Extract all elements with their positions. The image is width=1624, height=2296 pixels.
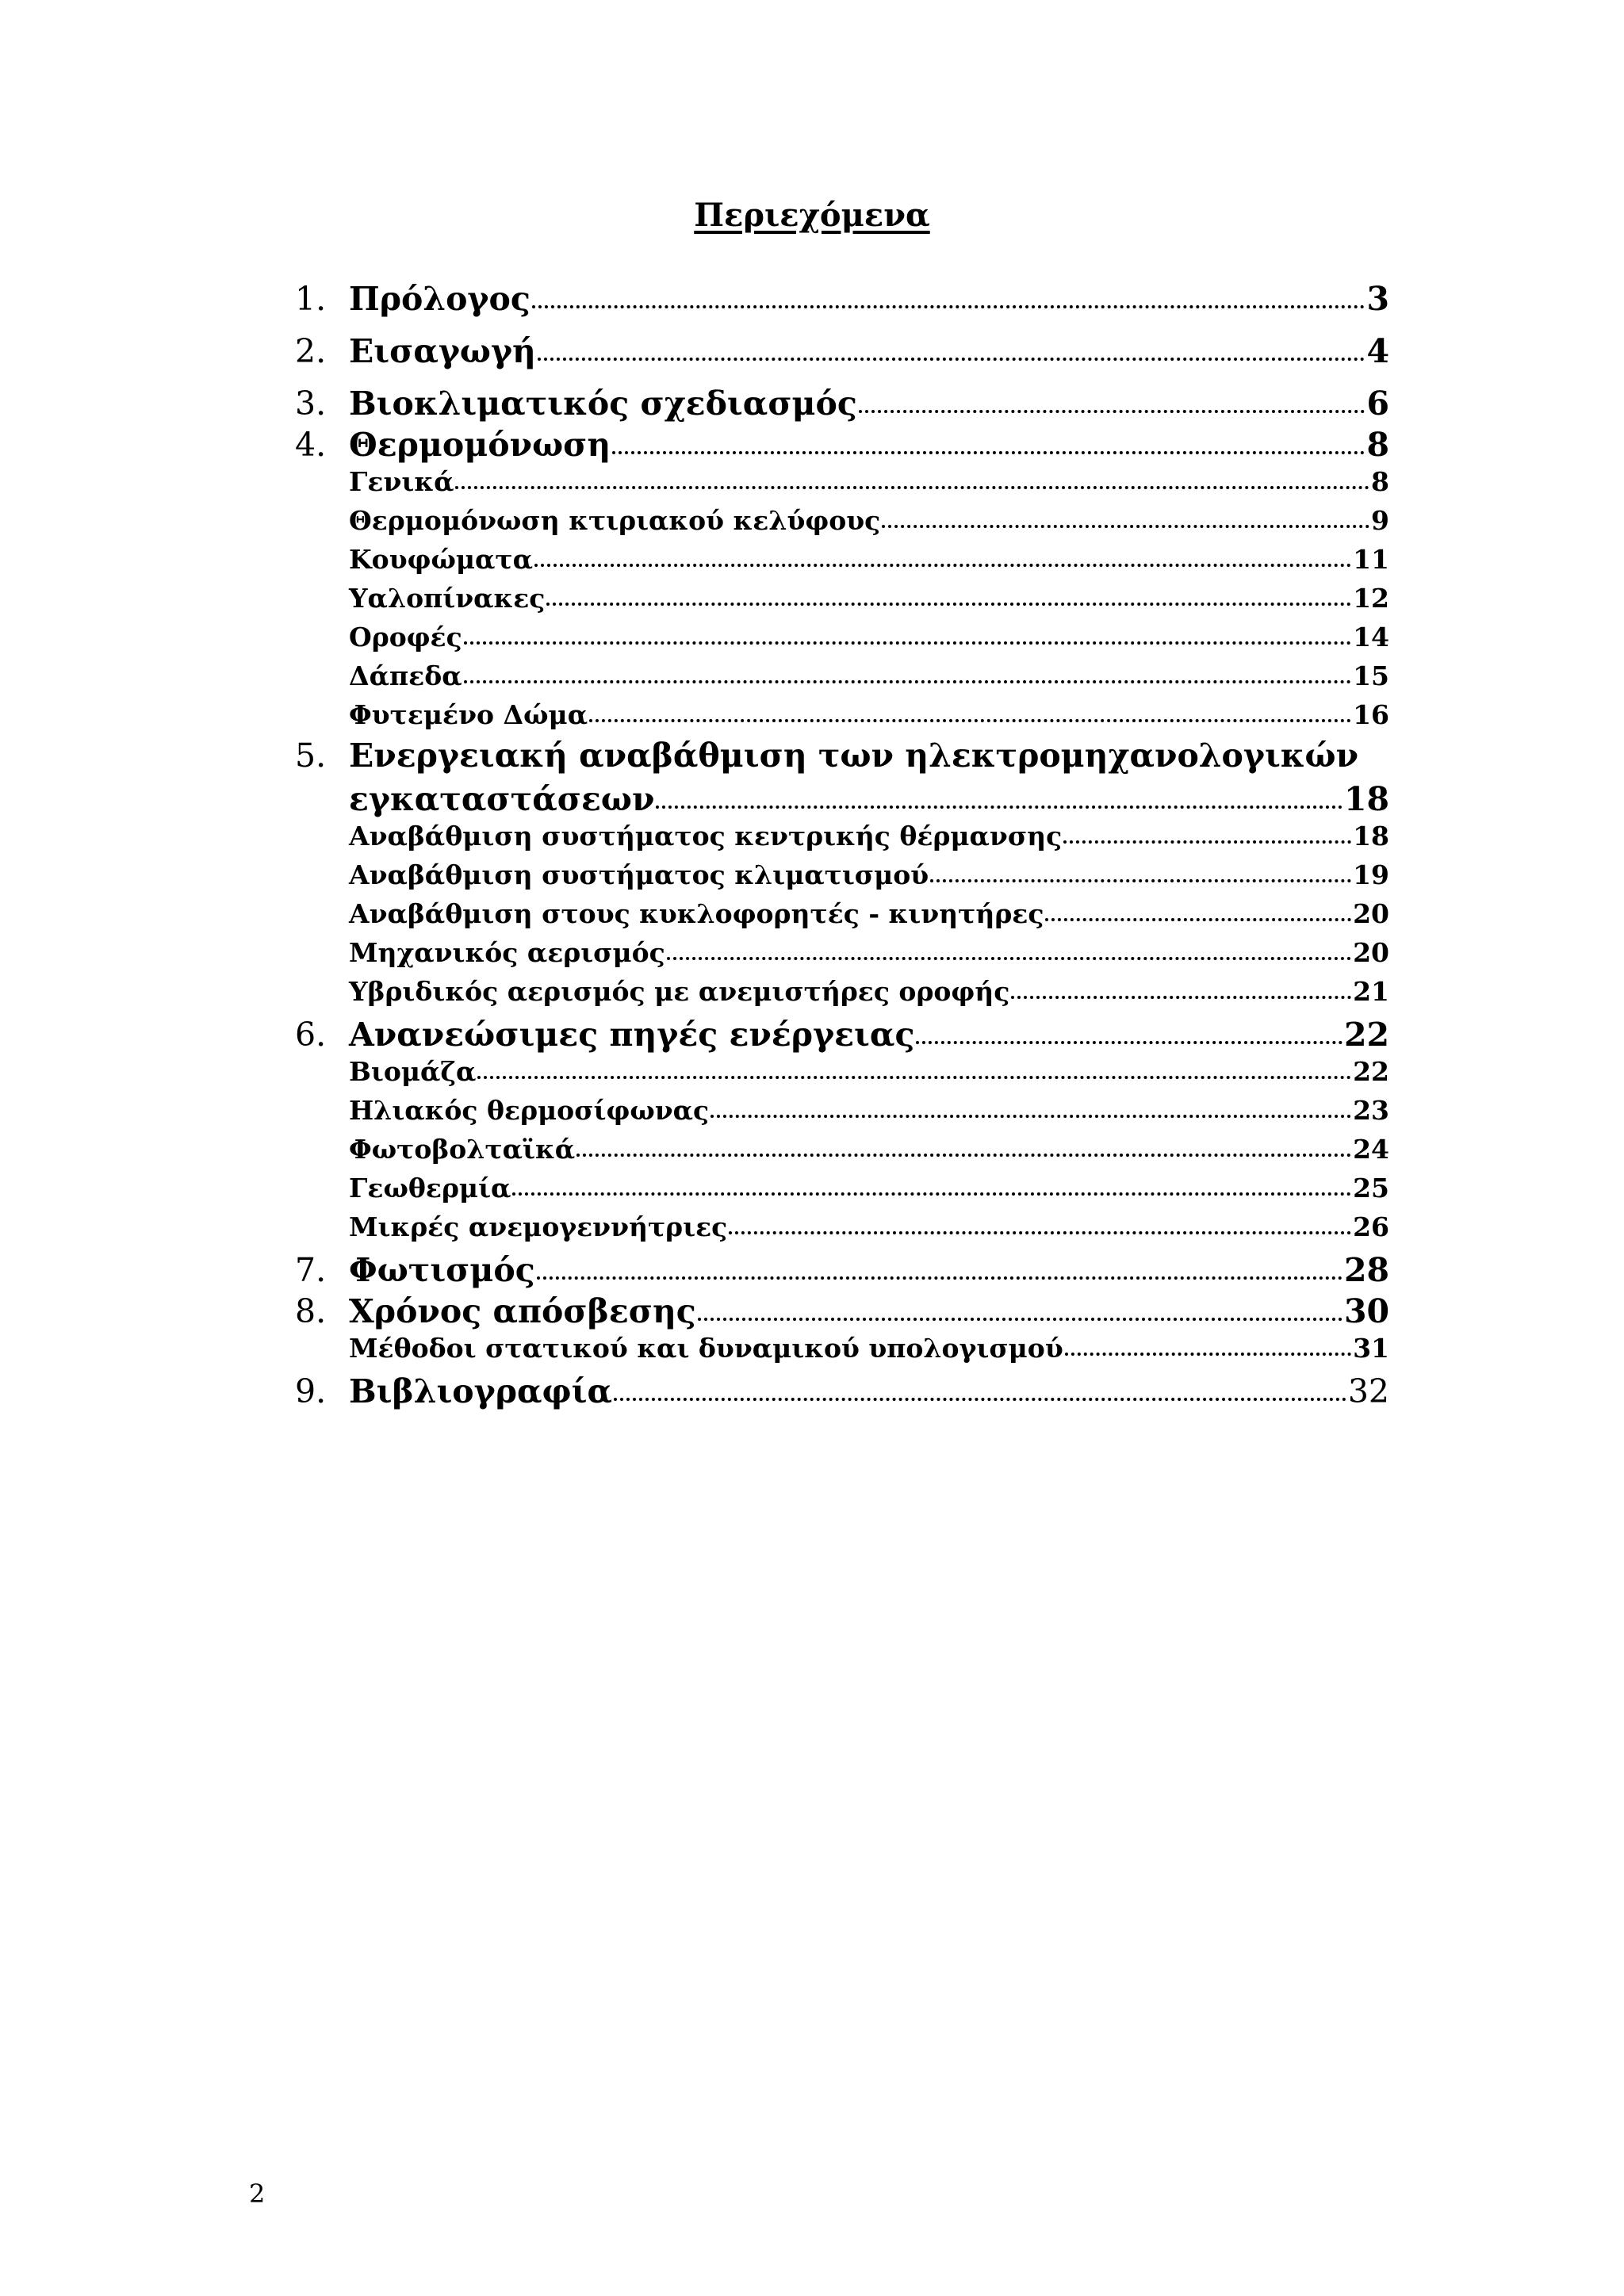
toc-entry-page: 20 [1353, 937, 1389, 968]
dot-leader [464, 659, 1351, 685]
toc-entry-page: 14 [1353, 622, 1389, 652]
toc-subentry-small-wind-turbines[interactable] [295, 1210, 1389, 1249]
toc-entry-page: 6 [1366, 385, 1389, 423]
dot-leader [1065, 1331, 1351, 1357]
toc-entry-label: Αναβάθμιση στους κυκλοφορητές - κινητήρες [349, 898, 1044, 929]
toc-subentry-air-conditioning[interactable] [295, 858, 1389, 897]
toc-entry-lighting[interactable] [295, 1249, 1389, 1290]
toc-entry-label: Αναβάθμιση συστήματος κεντρικής θέρμανσης [349, 821, 1063, 851]
toc-entry-label: Ανανεώσιμες πηγές ενέργειας [349, 1016, 915, 1054]
toc-entry-page: 31 [1353, 1333, 1389, 1364]
toc-entry-number: 6. [295, 1016, 327, 1054]
toc-entry-page: 12 [1353, 583, 1389, 614]
page-number: 2 [249, 2179, 266, 2209]
toc-subentry-biomass[interactable] [295, 1054, 1389, 1093]
toc-entry-page: 19 [1353, 859, 1389, 890]
toc-subentry-floors[interactable] [295, 659, 1389, 698]
dot-leader [477, 1054, 1351, 1081]
toc-entry-number: 8. [295, 1292, 327, 1330]
toc-entry-page: 16 [1353, 699, 1389, 730]
toc-entry-label: Μηχανικός αερισμός [349, 937, 665, 968]
toc-subentry-photovoltaics[interactable] [295, 1132, 1389, 1171]
toc-entry-page: 20 [1353, 898, 1389, 929]
dot-leader [538, 330, 1365, 362]
toc-subentry-green-roof[interactable] [295, 698, 1389, 737]
toc-subentry-circulators-motors[interactable] [295, 897, 1389, 936]
dot-leader [534, 542, 1351, 568]
dot-leader [612, 423, 1365, 456]
dot-leader [710, 1093, 1351, 1119]
toc-subentry-general[interactable] [295, 465, 1389, 503]
toc-subentry-frames[interactable] [295, 542, 1389, 581]
toc-entry-label: Ενεργειακή αναβάθμιση των ηλεκτρομηχανολογικών [349, 737, 1359, 775]
toc-entry-page: 28 [1343, 1251, 1389, 1289]
toc-entry-label: Δάπεδα [349, 660, 462, 691]
toc-subentry-calculation-methods[interactable] [295, 1331, 1389, 1370]
toc-entry-label: Υβριδικός αερισμός με ανεμιστήρες οροφής [349, 976, 1010, 1007]
dot-leader [667, 936, 1351, 962]
dot-leader [930, 858, 1351, 884]
dot-leader [464, 620, 1351, 646]
toc-entry-page: 24 [1353, 1134, 1389, 1165]
dot-leader [1063, 819, 1351, 845]
toc-entry-number: 3. [295, 385, 327, 423]
toc-entry-page: 25 [1353, 1173, 1389, 1203]
toc-entry-thermal-insulation[interactable] [295, 423, 1389, 465]
toc-subentry-building-envelope[interactable] [295, 503, 1389, 542]
toc-subentry-mechanical-ventilation[interactable] [295, 936, 1389, 974]
dot-leader [512, 1171, 1351, 1197]
toc-entry-bibliography[interactable] [295, 1370, 1389, 1411]
toc-subentry-hybrid-ventilation[interactable] [295, 974, 1389, 1013]
toc-entry-number: 2. [295, 332, 327, 370]
toc-entry-number: 1. [295, 280, 327, 318]
toc-entry-label: Αναβάθμιση συστήματος κλιματισμού [349, 859, 929, 890]
dot-leader [546, 581, 1351, 607]
toc-entry-label: Βιβλιογραφία [349, 1372, 613, 1410]
toc-entry-label: Υαλοπίνακες [349, 583, 546, 614]
toc-entry-page: 21 [1353, 976, 1389, 1007]
dot-leader [455, 465, 1369, 491]
toc-entry-energy-upgrade-continued[interactable] [295, 778, 1389, 819]
toc-entry-payback-time[interactable] [295, 1290, 1389, 1331]
toc-entry-page: 23 [1353, 1095, 1389, 1126]
table-of-contents [295, 277, 1389, 1411]
toc-entry-number: 5. [295, 737, 327, 775]
toc-entry-number: 7. [295, 1251, 327, 1289]
toc-entry-page: 8 [1366, 426, 1389, 464]
toc-entry-label: Πρόλογος [349, 280, 530, 318]
toc-entry-page: 18 [1353, 821, 1389, 851]
toc-entry-label: Θερμομόνωση κτιριακού κελύφους [349, 505, 881, 536]
toc-entry-label: Φωτοβολταϊκά [349, 1134, 576, 1165]
toc-entry-label: Μικρές ανεμογεννήτριες [349, 1211, 728, 1242]
toc-entry-label: Εισαγωγή [349, 332, 536, 370]
toc-entry-number: 9. [295, 1372, 327, 1410]
toc-entry-page: 15 [1353, 660, 1389, 691]
dot-leader [698, 1290, 1342, 1322]
toc-entry-introduction[interactable] [295, 330, 1389, 371]
dot-leader [532, 277, 1365, 310]
dot-leader [576, 1132, 1351, 1158]
page-title: Περιεχόμενα [694, 197, 930, 234]
toc-entry-label: Βιομάζα [349, 1056, 477, 1087]
dot-leader [859, 382, 1365, 415]
toc-entry-prologue[interactable] [295, 277, 1389, 319]
toc-entry-page: 32 [1347, 1372, 1389, 1410]
toc-entry-page: 8 [1371, 466, 1389, 497]
toc-entry-label: Γενικά [349, 466, 454, 497]
toc-entry-page: 22 [1353, 1056, 1389, 1087]
toc-entry-page: 4 [1366, 332, 1389, 370]
toc-entry-energy-upgrade[interactable] [295, 737, 1389, 778]
toc-entry-bioclimatic-design[interactable] [295, 382, 1389, 423]
toc-entry-label: Φυτεμένο Δώμα [349, 699, 588, 730]
toc-entry-label: εγκαταστάσεων [349, 780, 655, 818]
dot-leader [882, 503, 1369, 530]
dot-leader [1011, 974, 1351, 1001]
toc-entry-page: 11 [1353, 544, 1389, 575]
toc-entry-page: 18 [1343, 780, 1389, 818]
toc-entry-label: Μέθοδοι στατικού και δυναμικού υπολογισμού [349, 1333, 1063, 1364]
toc-entry-label: Κουφώματα [349, 544, 534, 575]
toc-entry-label: Γεωθερμία [349, 1173, 511, 1203]
dot-leader [916, 1013, 1342, 1046]
toc-entry-label: Βιοκλιματικός σχεδιασμός [349, 385, 857, 423]
dot-leader [729, 1210, 1351, 1236]
toc-entry-page: 22 [1343, 1016, 1389, 1054]
toc-subentry-solar-water-heater[interactable] [295, 1093, 1389, 1132]
toc-entry-label: Χρόνος απόσβεσης [349, 1292, 696, 1330]
toc-entry-label: Θερμομόνωση [349, 426, 611, 464]
toc-entry-number: 4. [295, 426, 327, 464]
toc-entry-page: 30 [1343, 1292, 1389, 1330]
toc-entry-label: Ηλιακός θερμοσίφωνας [349, 1095, 710, 1126]
toc-entry-page: 3 [1366, 280, 1389, 318]
dot-leader [1045, 897, 1351, 923]
toc-subentry-roofs[interactable] [295, 620, 1389, 659]
dot-leader [656, 778, 1342, 810]
toc-entry-label: Οροφές [349, 622, 462, 652]
toc-subentry-geothermal[interactable] [295, 1171, 1389, 1210]
toc-entry-renewable-energy[interactable] [295, 1013, 1389, 1054]
toc-subentry-glazing[interactable] [295, 581, 1389, 620]
dot-leader [589, 698, 1351, 724]
toc-entry-page: 9 [1371, 505, 1389, 536]
dot-leader [537, 1249, 1342, 1281]
toc-subentry-central-heating[interactable] [295, 819, 1389, 858]
toc-entry-page: 26 [1353, 1211, 1389, 1242]
dot-leader [614, 1370, 1346, 1402]
toc-entry-label: Φωτισμός [349, 1251, 535, 1289]
